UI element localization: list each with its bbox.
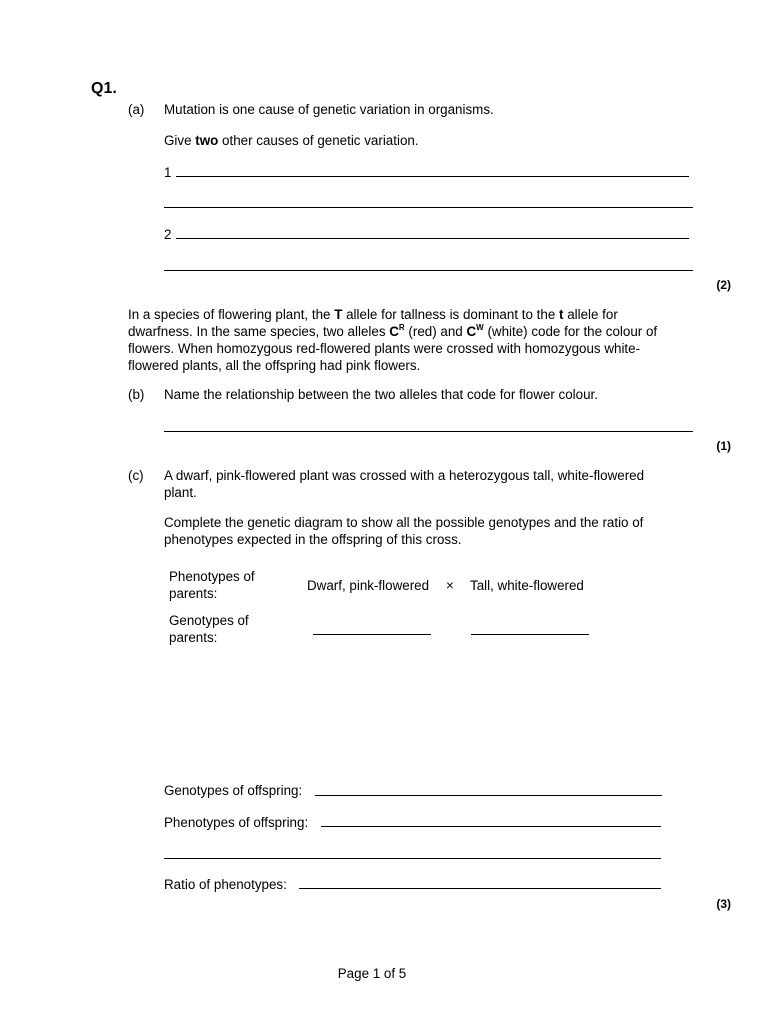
answer-2-line[interactable] [176, 238, 689, 239]
part-c-label: (c) [128, 468, 144, 483]
parent-2-phenotype: Tall, white-flowered [470, 578, 584, 593]
parent-2-genotype-line[interactable] [471, 634, 589, 635]
part-a-marks: (2) [716, 278, 731, 292]
part-a-prompt: Give two other causes of genetic variation. [164, 133, 419, 148]
stem-line-3: flowers. When homozygous red-flowered plants were crossed with homozygous white- [128, 341, 641, 356]
part-b-label: (b) [128, 387, 145, 402]
offspring-phenotypes-label: Phenotypes of offspring: [164, 815, 309, 830]
part-c-instruction: Complete the genetic diagram to show all the possible genotypes and the ratio of phenotypes expected in the offspring of this cross. [164, 515, 644, 547]
answer-2-continuation-line[interactable] [164, 270, 693, 271]
page-footer: Page 1 of 5 [337, 966, 407, 981]
genotypes-of-parents-label: Genotypes of parents: [169, 613, 249, 645]
question-number: Q1. [91, 80, 117, 97]
cross-symbol: × [446, 578, 454, 593]
answer-1-continuation-line[interactable] [164, 207, 693, 208]
ratio-label: Ratio of phenotypes: [164, 877, 287, 892]
answer-1-line[interactable] [176, 176, 689, 177]
stem-paragraph [128, 306, 708, 374]
part-c-prompt: A dwarf, pink-flowered plant was crossed with a heterozygous tall, white-flowered plant. [164, 468, 645, 500]
part-a-intro: Mutation is one cause of genetic variation in organisms. [164, 102, 494, 117]
part-b-prompt: Name the relationship between the two alleles that code for flower colour. [164, 387, 598, 402]
ratio-line[interactable] [299, 888, 661, 889]
phenotypes-of-parents-label: Phenotypes of parents: [169, 569, 255, 601]
part-b-answer-line[interactable] [164, 431, 693, 432]
part-a-label: (a) [128, 102, 145, 117]
stem-line-2: dwarfness. In the same species, two alleles $C^R$ (red) and $C^W$ (white) code for the colour of [128, 323, 658, 339]
stem-line-4: flowered plants, all the offspring had pink flowers. [128, 358, 421, 373]
part-b-marks: (1) [716, 439, 731, 453]
answer-2-label: 2 [164, 227, 172, 242]
parent-1-genotype-line[interactable] [313, 634, 431, 635]
offspring-genotypes-label: Genotypes of offspring: [164, 783, 303, 798]
part-c-marks: (3) [716, 897, 731, 911]
offspring-phenotypes-continuation-line[interactable] [164, 858, 661, 859]
parent-1-phenotype: Dwarf, pink-flowered [307, 578, 430, 593]
answer-1-label: 1 [164, 165, 172, 180]
offspring-genotypes-line[interactable] [315, 795, 662, 796]
stem-line-1: In a species of flowering plant, the T allele for tallness is dominant to the t allele for [128, 307, 618, 322]
offspring-phenotypes-line[interactable] [321, 826, 661, 827]
